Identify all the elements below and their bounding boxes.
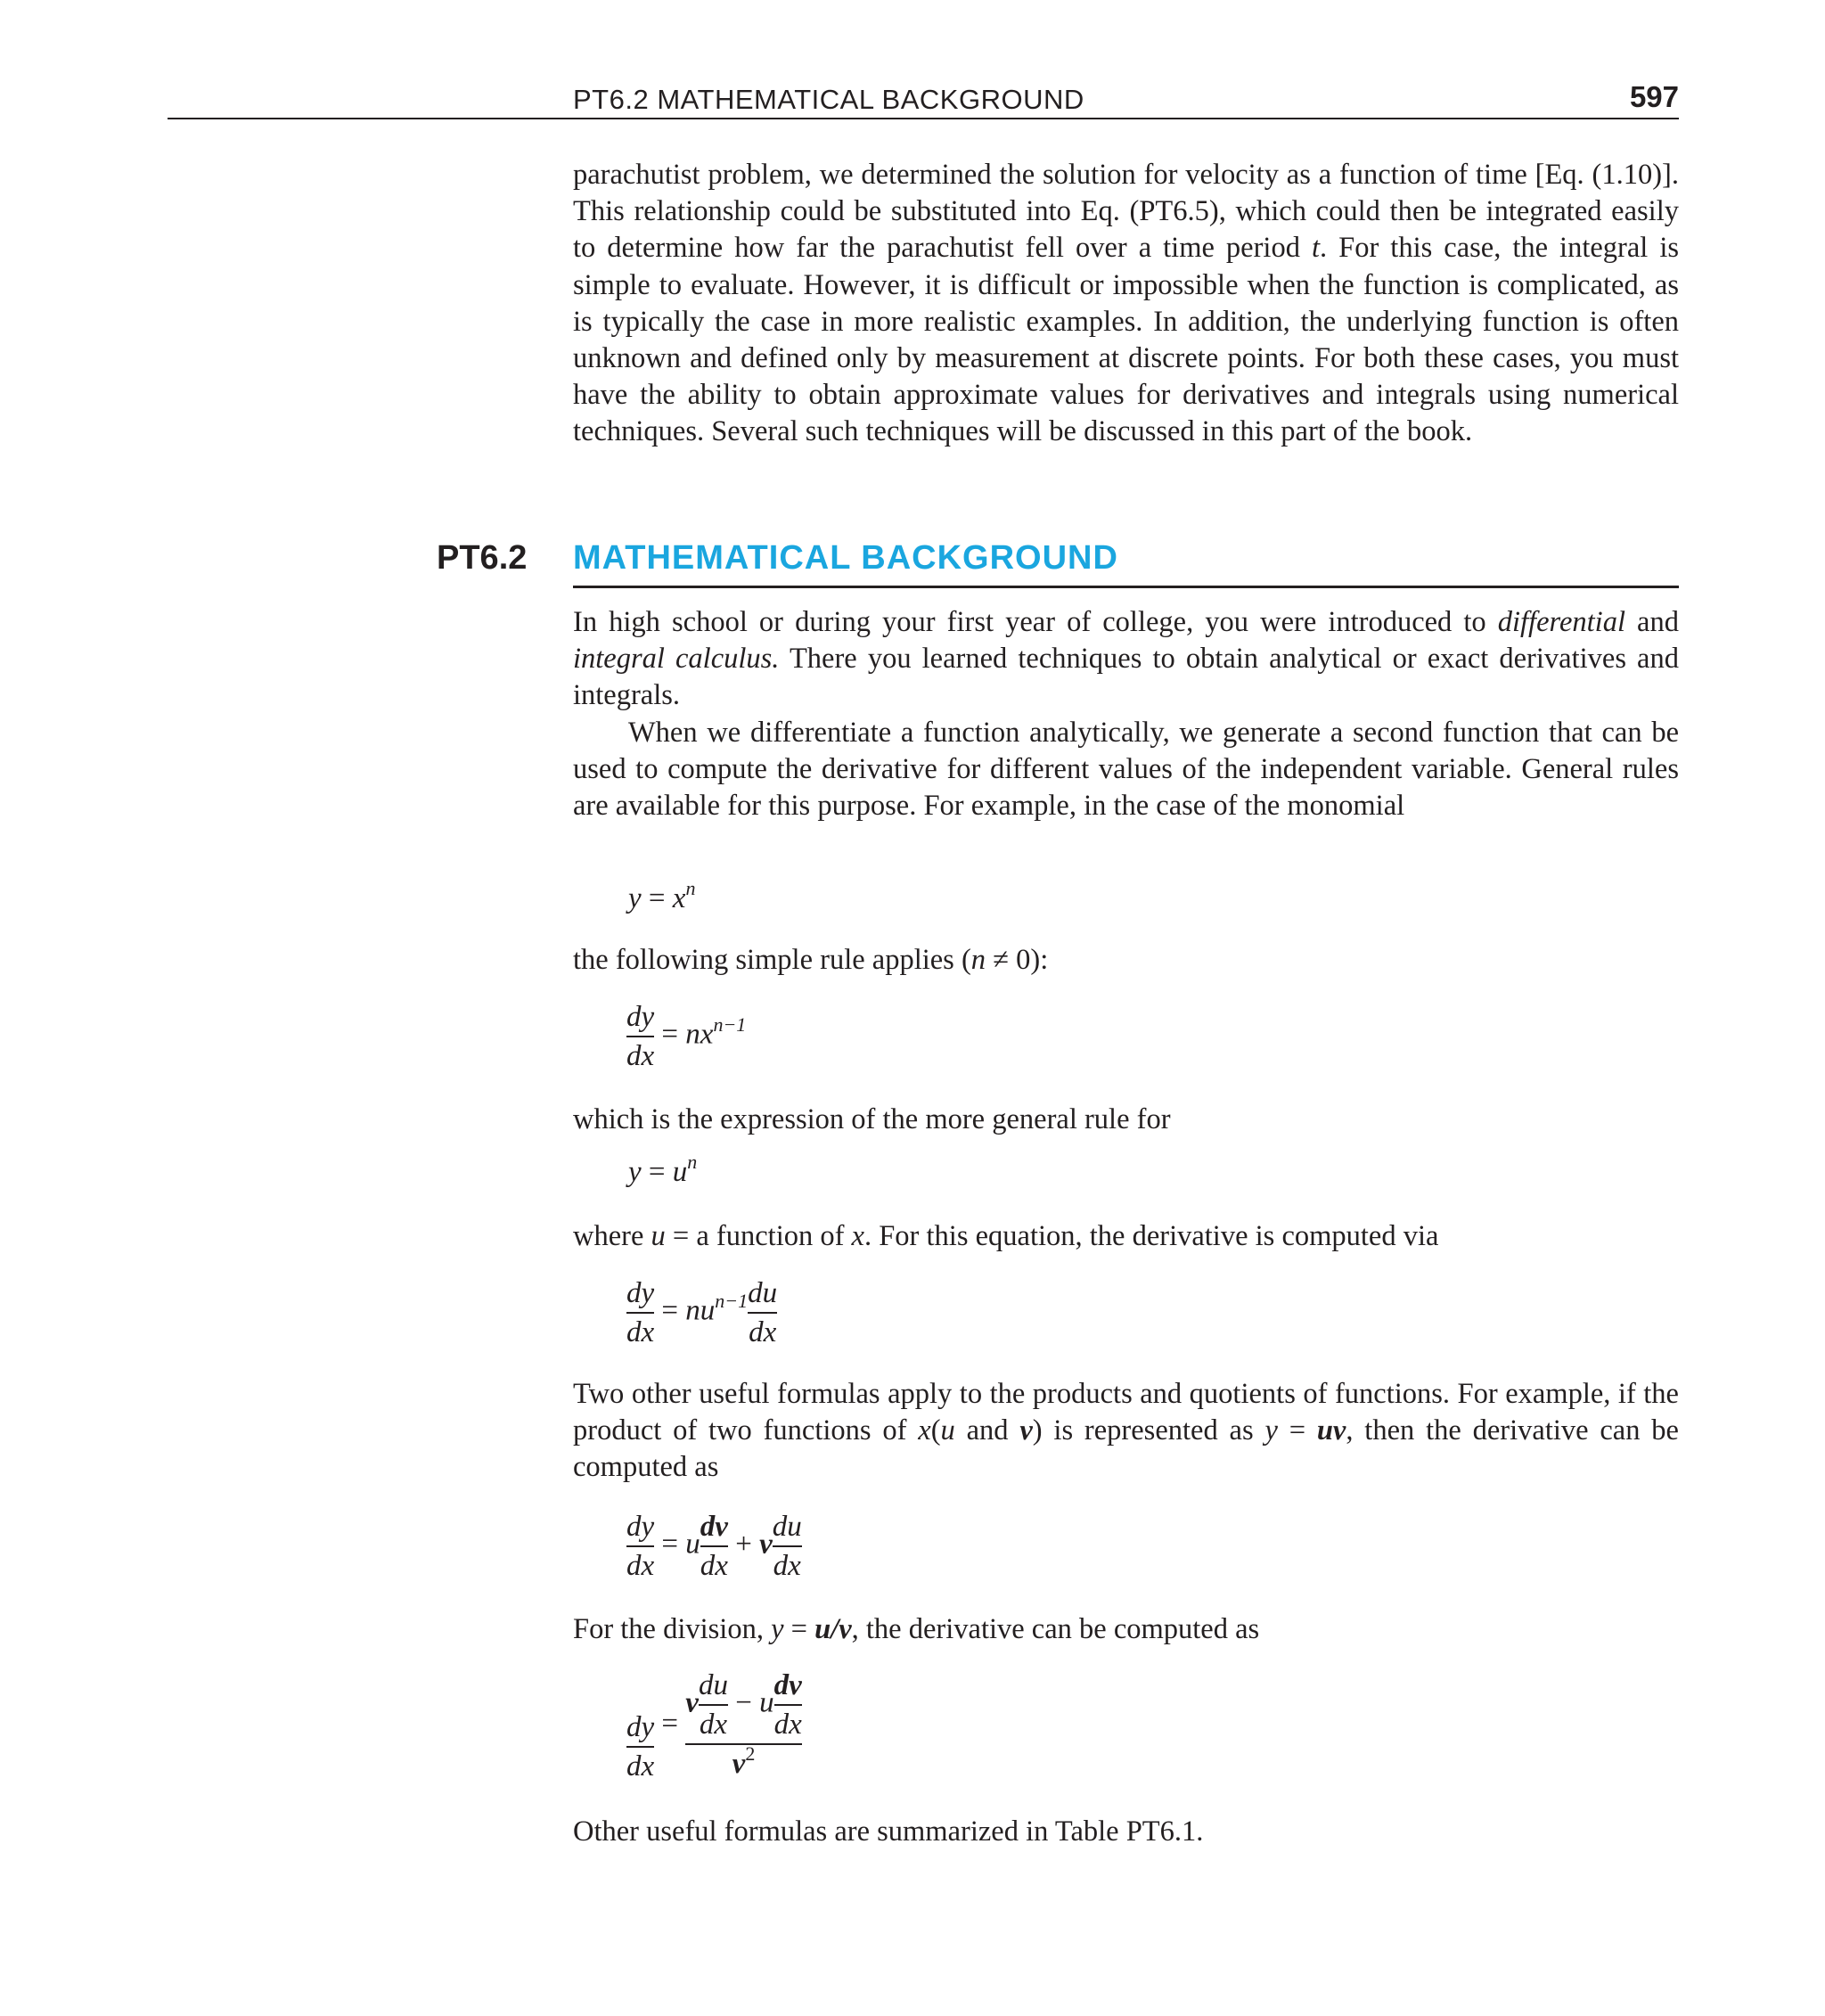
paragraph-division-block	[573, 1611, 1679, 1648]
eq5-var-u: u	[685, 1528, 700, 1561]
p6-text-k: , then the derivative can be computed as	[573, 1414, 1679, 1484]
p5-var-x: x	[851, 1220, 864, 1252]
eq6-numerator-3: dv	[773, 1669, 802, 1701]
eq4-numerator: dy	[626, 1277, 655, 1309]
p6-var-u: u	[940, 1414, 955, 1447]
eq6-fraction-lhs	[626, 1709, 654, 1785]
p5-text-e: . For this equation, the derivative is computed via	[863, 1220, 1439, 1252]
p3-text-a: the following simple rule applies (	[573, 944, 971, 976]
p6-text-and: and	[954, 1414, 1020, 1447]
eq6-big-denominator	[685, 1743, 801, 1785]
eq5-denominator-2: dx	[700, 1545, 728, 1585]
intro-text-tail: . For this case, the integral is simple to evaluate. However, it is difficult or impossible when the function is complicated, as is typically the case in more realistic examples. In addition, the underlying function is often unknown and defined only by measurement at discrete points. For both these cases, you must have the ability to obtain approximate values for derivatives and integrals using numerical techniques. Several such techniques will be discussed in this part of the book.	[573, 232, 1679, 448]
eq5-plus: +	[727, 1528, 760, 1561]
p7-equals: =	[783, 1613, 815, 1645]
eq5-numerator-3: du	[772, 1511, 802, 1543]
p1-text-e: There you learned techniques to obtain analytical or exact derivatives and integrals.	[573, 643, 1679, 712]
eq2-denominator: dx	[626, 1036, 654, 1075]
eq5-equals: =	[654, 1528, 686, 1561]
eq6-den-base: v	[732, 1748, 746, 1780]
p7-var-y: y	[771, 1613, 784, 1645]
p3-var-n: n	[970, 944, 986, 976]
eq5-numerator: dy	[626, 1511, 655, 1543]
eq6-numerator: dy	[626, 1710, 655, 1743]
eq2-numerator: dy	[626, 1001, 655, 1033]
eq4-base: nu	[685, 1294, 716, 1327]
p1-text-c: and	[1624, 606, 1679, 638]
eq6-denominator-2: dx	[699, 1704, 728, 1743]
eq5-var-v: v	[759, 1528, 773, 1561]
eq5-denominator-3: dx	[773, 1545, 802, 1585]
intro-text: parachutist problem, we determined the solution for velocity as a function of time [Eq. (1.10)]. This relationship could be substituted into Eq. (PT6.5), which could then be integrated easily to determine how far the parachutist fell over a time period	[573, 159, 1679, 265]
p6-paren-open: (	[930, 1414, 941, 1447]
page-number: 597	[1629, 80, 1679, 113]
p6-equals: =	[1277, 1414, 1317, 1447]
equation-chain-rule	[626, 1274, 777, 1351]
eq6-den-exponent: 2	[745, 1742, 756, 1765]
p6-var-y: y	[1264, 1414, 1278, 1447]
eq6-var-u: u	[759, 1686, 774, 1719]
eq3-base: u	[672, 1156, 688, 1188]
paragraph-calculus-intro	[573, 604, 1679, 715]
eq1-lhs: y	[628, 882, 642, 914]
p6-var-x: x	[918, 1414, 931, 1447]
eq2-base: nx	[685, 1018, 714, 1051]
paragraph-product-block	[573, 1376, 1679, 1487]
p5-text-c: = a function of	[665, 1220, 852, 1252]
paragraph-other-formulas-block	[573, 1814, 1679, 1850]
equation-product-rule	[626, 1508, 802, 1585]
paragraph-general-rule-block	[573, 1102, 1679, 1138]
equation-power-rule	[626, 998, 746, 1075]
paragraph-product	[573, 1376, 1679, 1487]
section-number: PT6.2	[437, 539, 528, 577]
equation-quotient-rule	[626, 1667, 802, 1785]
section-title	[573, 539, 1679, 588]
paragraph-division	[573, 1611, 1679, 1648]
eq4-exponent: n−1	[715, 1289, 749, 1312]
p6-text-g: ) is represented as	[1032, 1414, 1265, 1447]
eq4-denominator-2: dx	[748, 1312, 777, 1351]
eq6-denominator-3: dx	[774, 1704, 802, 1743]
eq6-equals: =	[654, 1708, 686, 1741]
p5-var-u: u	[651, 1220, 666, 1252]
eq3-exponent: n	[687, 1151, 698, 1173]
p6-text-a: Two other useful formulas apply to the products and quotients of functions. For example, if the product of two functions of	[573, 1378, 1679, 1447]
eq4-numerator-2: du	[748, 1277, 778, 1309]
eq2-fraction	[626, 998, 654, 1075]
p3-text-c: ≠ 0):	[986, 944, 1049, 976]
eq6-var-v: v	[685, 1686, 699, 1719]
eq6-fraction-dv	[774, 1667, 802, 1743]
eq1-exponent: n	[685, 877, 696, 899]
running-header	[168, 78, 1679, 119]
eq2-equals: =	[654, 1018, 686, 1051]
eq4-equals: =	[654, 1294, 686, 1327]
running-title: PT6.2 MATHEMATICAL BACKGROUND	[573, 84, 1084, 115]
eq6-big-fraction	[685, 1667, 801, 1785]
eq3-lhs: y	[628, 1156, 642, 1188]
paragraph-where-u-block	[573, 1218, 1679, 1255]
eq1-base: x	[672, 882, 686, 914]
eq6-fraction-du	[699, 1667, 728, 1743]
eq4-fraction-rhs	[748, 1274, 777, 1351]
paragraph-general-rule: which is the expression of the more general rule for	[573, 1103, 1171, 1135]
p7-var-u-over-v: u/v	[814, 1613, 852, 1645]
p1-term-integral: integral calculus.	[573, 643, 780, 676]
paragraph-simple-rule	[573, 942, 1679, 979]
p7-text-a: For the division,	[573, 1613, 772, 1645]
p1-text-a: In high school or during your first year of college, you were introduced to	[573, 606, 1498, 638]
eq6-numerator-2: du	[698, 1669, 728, 1701]
paragraph-other-formulas: Other useful formulas are summarized in Table PT6.1.	[573, 1815, 1204, 1848]
intro-var-t: t	[1311, 232, 1320, 265]
p7-text-e: , the derivative can be computed as	[851, 1613, 1260, 1645]
eq2-exponent: n−1	[713, 1012, 747, 1036]
eq1-equals: =	[641, 882, 673, 914]
paragraph-simple-rule-block	[573, 942, 1679, 979]
eq5-fraction-lhs	[626, 1508, 654, 1585]
paragraph-where-u	[573, 1218, 1679, 1255]
eq5-denominator: dx	[626, 1545, 654, 1585]
eq5-fraction-du	[773, 1508, 802, 1585]
eq4-fraction-lhs	[626, 1274, 654, 1351]
paragraph-differentiate: When we differentiate a function analytically, we generate a second function that can be used to compute the derivative for different values of the independent variable. General rules are available for this purpose. For example, in the case of the monomial	[573, 716, 1679, 823]
p5-text-a: where	[573, 1220, 651, 1252]
intro-paragraph	[573, 157, 1679, 451]
p6-var-uv: uv	[1316, 1414, 1346, 1447]
p6-var-v: v	[1019, 1414, 1033, 1447]
p1-term-differential: differential	[1497, 606, 1625, 638]
intro-block	[573, 157, 1679, 451]
eq3-equals: =	[641, 1156, 673, 1188]
eq6-denominator: dx	[626, 1746, 654, 1785]
eq6-minus: −	[727, 1686, 760, 1719]
section-body	[573, 604, 1679, 824]
section-title-text: MATHEMATICAL BACKGROUND	[573, 539, 1118, 577]
eq4-denominator: dx	[626, 1312, 654, 1351]
eq5-fraction-dv	[700, 1508, 728, 1585]
eq5-numerator-2: dv	[700, 1511, 728, 1543]
equation-u-power	[628, 1151, 698, 1189]
eq6-big-numerator	[685, 1667, 801, 1743]
equation-monomial	[628, 877, 696, 915]
